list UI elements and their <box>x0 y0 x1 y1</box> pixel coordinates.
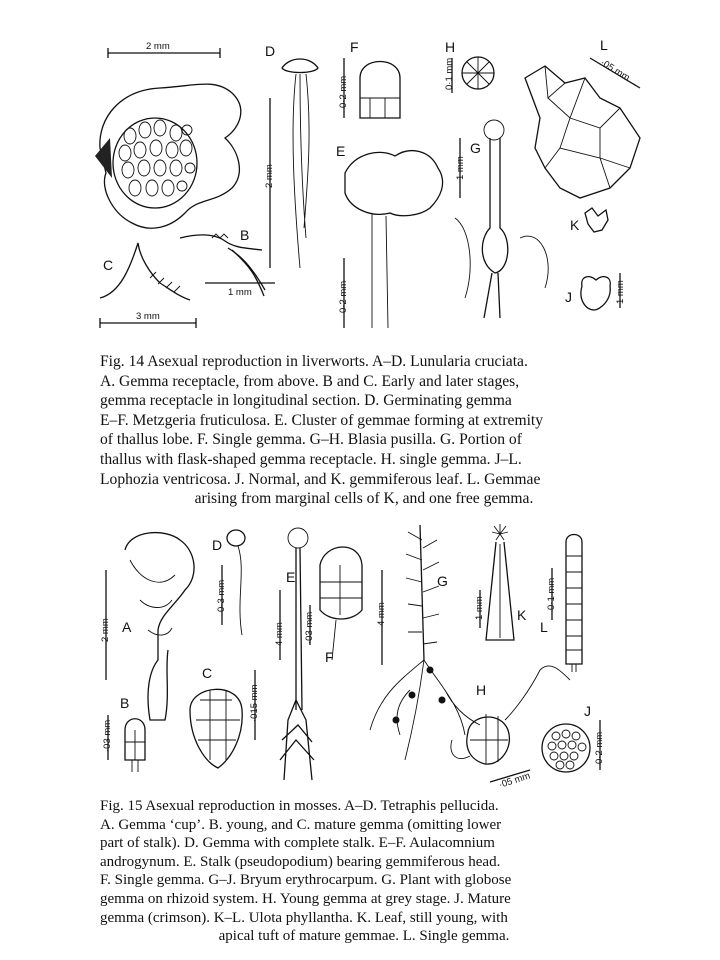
fig14-scale-h: 0·1 mm <box>444 57 455 90</box>
fig15-caption-line: gemma on rhizoid system. H. Young gemma at grey stage. J. Mature <box>100 890 511 907</box>
fig15-caption-line: apical tuft of mature gemmae. L. Single gemma. <box>218 928 510 945</box>
fig14-scale-g: 1 mm <box>455 156 466 180</box>
fig14-label-b: B <box>240 227 250 243</box>
fig14-label-k: K <box>570 217 580 233</box>
figure-14-illustration <box>0 38 720 338</box>
fig14-caption-line: A. Gemma receptacle, from above. B and C. Early and later stages, <box>100 372 520 390</box>
fig15-label-a: A <box>122 619 132 635</box>
fig14-scale-j: 1 mm <box>615 280 626 304</box>
fig15-label-c: C <box>202 665 213 681</box>
fig14-scale-l: ·05 mm <box>598 57 632 84</box>
fig15-label-d: D <box>212 537 223 553</box>
figure-15-illustration <box>0 520 720 792</box>
fig15-scale-d: 0·3 mm <box>216 579 227 612</box>
fig14-scale-c: 3 mm <box>136 311 160 322</box>
fig15-l-single-gemma <box>540 535 582 673</box>
fig14-label-e: E <box>336 143 346 159</box>
fig15-g-bryum-plant <box>370 525 480 760</box>
figure-14-drawings <box>0 38 720 338</box>
fig14-caption-line: thallus with flask-shaped gemma receptacle. H. single gemma. J–L. <box>100 450 522 468</box>
figure-15-drawings <box>0 520 720 792</box>
fig14-label-h: H <box>445 39 456 55</box>
fig15-label-j: J <box>584 703 591 719</box>
fig15-a-gemma-cup <box>100 533 194 720</box>
fig14-caption-line: E–F. Metzgeria fruticulosa. E. Cluster of gemmae forming at extremity <box>100 411 544 429</box>
fig14-caption-line: gemma receptacle in longitudinal section. D. Germinating gemma <box>100 392 512 410</box>
fig14-label-g: G <box>470 140 481 156</box>
fig14-bc-sections <box>100 227 275 328</box>
fig14-gh-blasia <box>444 39 548 318</box>
fig14-caption-line: of thallus lobe. F. Single gemma. G–H. Blasia pusilla. G. Portion of <box>100 431 522 449</box>
fig15-scale-g: 4 mm <box>376 602 387 626</box>
fig15-scale-l: 0·1 mm <box>546 577 557 610</box>
fig14-scale-e: 0·2 mm <box>338 280 349 313</box>
fig15-label-e: E <box>286 569 296 585</box>
figure-15-caption <box>100 797 628 946</box>
fig15-scale-k: 1 mm <box>474 596 485 620</box>
fig14-label-d: D <box>265 43 276 59</box>
fig14-scale-f: 0·2 mm <box>338 75 349 108</box>
fig14-a-receptacle <box>95 41 241 228</box>
fig15-label-b: B <box>120 695 130 711</box>
fig15-scale-c: ·015 mm <box>249 684 260 722</box>
fig15-scale-b: ·03 mm <box>102 719 113 752</box>
fig14-scale-bc: 1 mm <box>228 287 252 298</box>
fig14-label-j: J <box>565 289 572 305</box>
fig15-scale-f: ·03 mm <box>304 611 315 644</box>
fig14-caption-line: Lophozia ventricosa. J. Normal, and K. gemmiferous leaf. L. Gemmae <box>100 470 541 488</box>
fig15-caption-line: Fig. 15 Asexual reproduction in mosses. A–D. Tetraphis pellucida. <box>100 798 499 814</box>
fig15-label-f: F <box>325 649 334 665</box>
fig15-scale-a: 2 mm <box>100 618 111 642</box>
fig15-label-h: H <box>476 682 487 698</box>
fig14-jkl-lophozia <box>525 38 640 310</box>
fig15-label-l: L <box>540 619 548 635</box>
fig15-caption-line: androgynum. E. Stalk (pseudopodium) bearing gemmiferous head. <box>100 853 501 870</box>
figure-14-caption <box>100 352 628 509</box>
fig15-label-k: K <box>517 607 527 623</box>
fig15-caption-line: A. Gemma ‘cup’. B. young, and C. mature gemma (omitting lower <box>100 816 502 833</box>
fig15-c-mature-gemma <box>190 665 260 768</box>
fig15-j-mature-gemma <box>542 703 605 772</box>
fig14-scale-d: 2 mm <box>264 164 275 188</box>
fig14-ef-metzgeria <box>336 39 443 328</box>
fig14-caption-line: Fig. 14 Asexual reproduction in liverworts. A–D. Lunularia cruciata. <box>100 353 528 370</box>
fig15-scale-e: 4 mm <box>274 622 285 646</box>
fig15-caption-line: gemma (crimson). K–L. Ulota phyllantha. K. Leaf, still young, with <box>100 909 508 926</box>
fig15-caption-line: part of stalk). D. Gemma with complete stalk. E–F. Aulacomnium <box>100 835 495 852</box>
fig14-label-f: F <box>350 39 359 55</box>
fig15-d-stalked-gemma <box>212 530 245 635</box>
fig15-scale-j: 0·2 mm <box>594 731 605 764</box>
fig14-label-l: L <box>600 38 608 53</box>
fig15-scale-h: ·05 mm <box>497 770 532 791</box>
fig15-caption-line: F. Single gemma. G–J. Bryum erythrocarpum. G. Plant with globose <box>100 872 512 889</box>
fig14-label-c: C <box>103 257 114 273</box>
fig14-scale-a: 2 mm <box>146 41 170 52</box>
fig15-label-g: G <box>437 573 448 589</box>
fig14-d-germinating-gemma <box>264 43 318 268</box>
fig15-b-young-gemma <box>102 695 145 772</box>
fig14-caption-line: arising from marginal cells of K, and one free gemma. <box>194 490 534 508</box>
fig15-ef-aulacomnium <box>274 528 362 780</box>
fig15-k-ulota-leaf <box>474 524 527 640</box>
